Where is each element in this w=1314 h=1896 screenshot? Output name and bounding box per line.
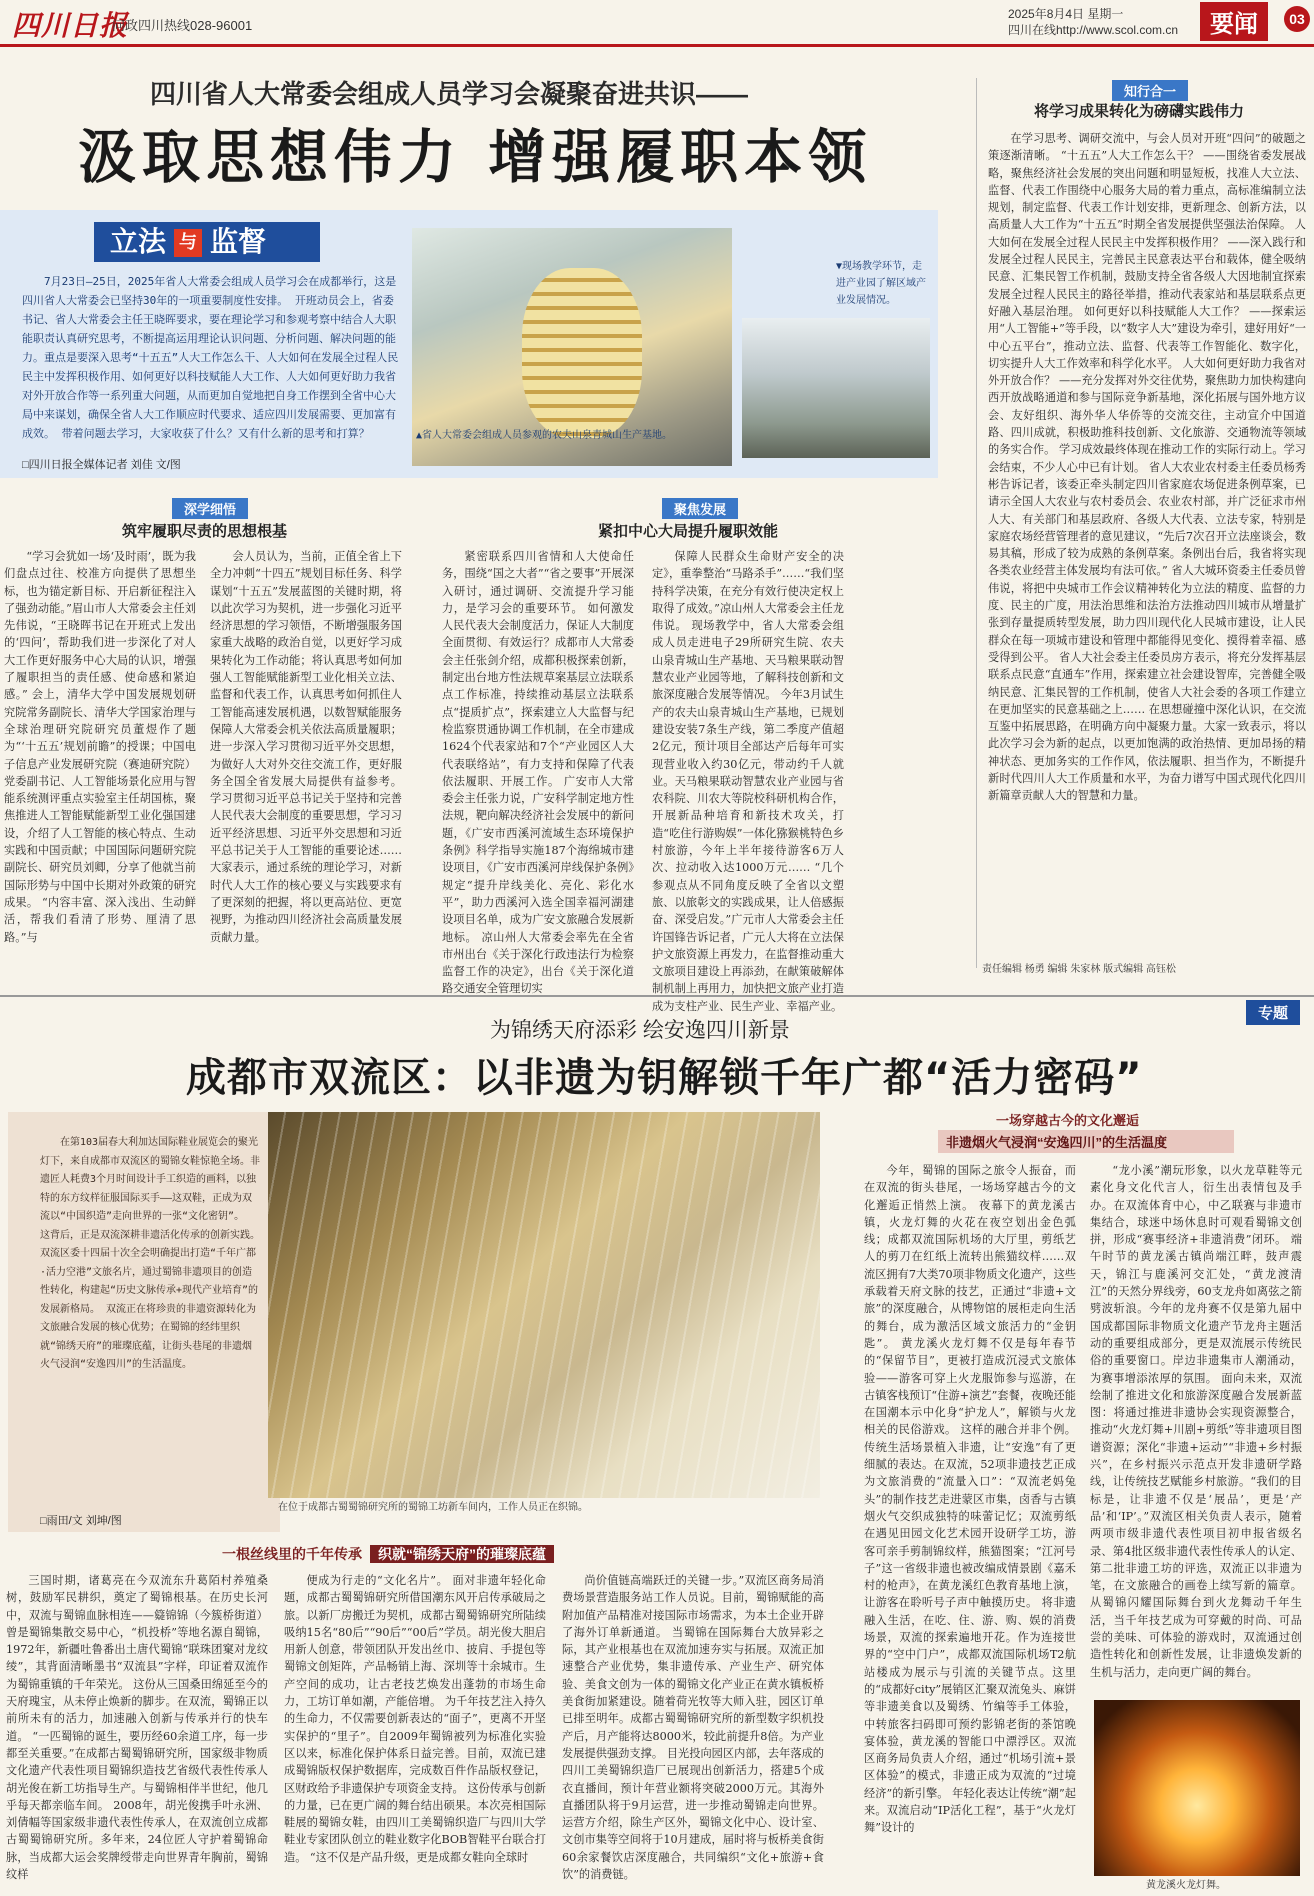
weaving-photo-caption: 在位于成都古蜀蜀锦研究所的蜀锦工坊新车间内，工作人员正在织锦。	[278, 1502, 588, 1513]
article1-title: 筑牢履职尽责的思想根基	[122, 523, 288, 540]
feature-tag: 专题	[1246, 1000, 1300, 1025]
article1-col2: 会人员认为，当前，正值全省上下全力冲刺“十四五”规划目标任务、科学谋划“十五五”发展蓝图的关键时期，将以此次学习为契机，进一步强化习近平经济思想的学习领悟，不断增强服务国家重大战略的政治自觉，以更好学习成果转化为工作动能；将认真思考如何加强人工智能赋能新型工业化相关立法、监督和代表工作，认真思考如何抓住人工智能高速发展机遇，以数智赋能服务保障人大常委会机关依法高质量履职；进一步深入学习贯彻习近平外交思想，为做好人大对外交往交流工作，更好服务全国全省发展大局提供有益参考。 学习贯彻习近平总书记关于坚持和完善人民代表大会制度的重要思想，学习习近平经济思想、习近平外交思想和习近平总书记关于人工智能的重要论述……大家表示，通过系统的理论学习，对新时代人大工作的核心要义与实践要求有了更深刻的把握，将以更高站位、更宽视野，为推动四川经济社会高质量发展贡献力量。	[210, 550, 402, 944]
banner-left: 立法	[110, 225, 167, 258]
feature-col3: 尚价值链高端跃迁的关键一步。”双流区商务局消费场景营造服务站工作人员说。目前，蜀锦赋能的高附加值产品精准对接国际市场需求，为本土企业开辟了海外订单新通道。 当蜀锦在国际舞台大放异彩之际，其产业根基也在双流加速夯实与拓展。双流正加速整合产业优势，集非遗传承、产业生产、研究体验、美食文创为一体的蜀锦文化产业正在黄水镇板桥美食街加紧建设。随着荷光牧等大师入驻，园区订单已排至明年。成都古蜀蜀锦研究所的新型数字织机投产后，月产能将达8000米，较此前提升8倍。为产业发展提供强劲支撑。 目光投向园区内部，去年落成的四川工美蜀锦织造厂已展现出创新活力，搭建5个成衣直播间，预计年营业额将突破2000万元。其海外直播团队将于9月运营，进一步推动蜀锦走向世界。运营方介绍，除生产区外，蜀锦文化中心、设计室、文创市集等空间将于10月建成，届时将与板桥美食街60余家餐饮店深度融合，共同编织“文化+旅游+食饮”的消费链。	[562, 1574, 824, 1882]
tour-photo-caption: ▼现场教学环节，走进产业园了解区域产业发展情况。	[836, 261, 926, 306]
newspaper-logo: 四川日报	[12, 9, 129, 42]
tour-photo	[742, 318, 930, 458]
banner-right: 监督	[210, 225, 267, 258]
article2-tag: 聚焦发展	[662, 498, 738, 519]
top-byline: □四川日报全媒体记者 刘佳 文/图	[22, 459, 181, 471]
article1-tag: 深学细悟	[172, 498, 248, 519]
weaving-photo	[268, 1112, 820, 1498]
article2-title: 紧扣中心大局提升履职效能	[598, 523, 779, 540]
masthead-rule	[0, 44, 1314, 47]
page-number: 03	[1284, 6, 1310, 32]
feature-intro: 在第103届春大利加达国际鞋业展览会的聚光灯下，来自成都市双流区的蜀锦女鞋惊艳全场。非遗匠人耗费3个月时间设计手工织造的画料，以独特的东方纹样征服国际买手——这双鞋，正成为双流以“中国织造”走向世界的一张“文化密钥”。 这背后，正是双流深耕非遗活化传承的创新实践。双流区委十四届十次全会明确提出打造“千年广都·活力空港”文旅名片，通过蜀锦非遗项目的创造性转化，构建起“历史文脉传承+现代产业培育”的发展新格局。 双流正在将珍贵的非遗资源转化为文旅融合发展的核心优势；在蜀锦的经纬里织就“锦绣天府”的璀璨底蕴，让街头巷尾的非遗烟火气浸润“安逸四川”的生活温度。	[40, 1137, 260, 1370]
feature-byline: □雨田/文 刘坤/图	[40, 1515, 122, 1527]
feature-subtitle1-right: 织就“锦绣天府”的璀璨底蕴	[370, 1545, 554, 1563]
top-subheadline: 四川省人大常委会组成人员学习会凝聚奋进共识——	[150, 79, 749, 109]
loom-threads	[268, 1112, 820, 1498]
feature-col5: “龙小溪”潮玩形象，以火龙草鞋等元素化身文化代言人，衍生出表情包及手办。在双流体育中心，中乙联赛与非遗市集结合，球迷中场休息时可观看蜀锦文创拼，形成“赛事经济+非遗消费”闭环。 端午时节的黄龙溪古镇尚端江畔，鼓声震天，锦江与鹿溪河交汇处，“黄龙渡清江”的天然分界线旁，60支龙舟如离弦之箭劈波斩浪。今年的龙舟赛不仅是第九届中国成都国际非物质文化遗产节龙舟主题活动的重要组成部分，更是双流展示传统民俗的重要窗口。岸边非遗集市人潮涌动，为赛事增添浓厚的氛围。 面向未来，双流绘制了推进文化和旅游深度融合发展新蓝图：将通过推进非遗协会实现资源整合，推动“火龙灯舞+川剧+剪纸”等非遗项目图谱资源；深化“非遗+运动”“非遗+乡村振兴”，在乡村振兴示范点开发非遗研学路线，让传统技艺赋能乡村旅游。“我们的目标是，让非遗不仅是‘展品’，更是‘产品’和‘IP’。”双流区相关负责人表示，随着两项市级非遗代表性项目初申报省级名录、第4批区级非遗代表性传承人的认定、第二批非遗工坊的评选，双流正以非遗为笔，在文旅融合的画卷上续写新的篇章。 从蜀锦闪耀国际舞台到火龙舞动千年生活，当千年技艺成为可穿戴的时尚、可品尝的美味、可体验的游戏时，双流通过创造性转化和创新性发展，让非遗焕发新的生机与活力，走向更广阔的舞台。	[1090, 1164, 1302, 1679]
top-headline: 汲取思想伟力 增强履职本领	[78, 123, 873, 191]
issue-date: 2025年8月4日 星期一	[1008, 7, 1124, 21]
dateline	[1008, 6, 1178, 38]
article2-col2: 保障人民群众生命财产安全的决定》，重拳整治“马路杀手”……“我们坚持科学决策，在充分有效行使决定权上取得了成效。”凉山州人大常委会主任龙伟说。 现场教学中，省人大常委会组成人员走进电子29所研究生院、农夫山泉青城山生产基地、天马粮果联动智慧农业产业园等地，了解科技创新和文旅深度融合发展等情况。 今年3月试生产的农夫山泉青城山生产基地，已规划建设安装7条生产线，第二季度产值超2亿元，预计项目全部达产后每年可实现营业收入约30亿元，带动约千人就业。天马粮果联动智慧农业产业园与省农科院、川农大等院校科研机构合作，开展新品种培育和新技术攻关，打造“吃住行游购娱”一体化猕猴桃特色乡村旅游，今年上半年接待游客6万人次、拉动收入达1000万元…… “几个参观点从不同角度反映了全省以文塑旅、以旅彰文的实践成果，让人倍感振奋、深受启发。”广元市人大常委会主任许国锋告诉记者，广元人大将在立法保护文旅资源上再发力，在监督推动重大文旅项目建设上再添劲，在献策破解体制机制上再用力，加快把文旅产业打造成为支柱产业、民生产业、幸福产业。	[652, 550, 844, 1013]
feature-subtitle2-main: 非遗烟火气浸润“安逸四川”的生活温度	[938, 1130, 1234, 1153]
masthead	[0, 0, 1314, 44]
feature-col1: 三国时期，诸葛亮在今双流东升葛陌村养殖桑树，鼓励军民耕织，奠定了蜀锦根基。在历史长河中，双流与蜀锦血脉相连——籎锦锦（今簇桥街道）曾是蜀锦集散交易中心，“机投桥”等地名源自蜀锦，1972年，新疆吐鲁番出土唐代蜀锦“联珠团窠对龙纹绫”，其背面清晰墨书“双流县”字样，印证着双流作为蜀锦重镇的千年荣光。 这份从三国桑田绵延至今的天府瑰宝，从未停止焕新的脚步。在双流，蜀锦正以前所未有的活力，加速融入创新与传承并行的快车道。 “一匹蜀锦的诞生，要历经60余道工序，每一步都至关重要。”在成都古蜀蜀锦研究所，国家级非物质文化遗产代表性项目蜀锦织造技艺省级代表性传承人胡光俊在新工坊指导生产。与蜀锦相伴半世纪，他几乎每天都亲临车间。 2008年，胡光俊携手叶永洲、刘倩幅等国家级非遗代表性传承人，在双流创立成都古蜀蜀锦研究所。多年来，24位匠人守护着蜀锦命脉，当成都大运会奖牌绶带走向世界青年胸前，蜀锦纹样	[6, 1574, 268, 1882]
article2-col1: 紧密联系四川省情和人大使命任务，围绕“国之大者”“省之要事”开展深入研讨，通过调研、交流提升学习能力，是学习会的重要环节。 如何激发人民代表大会制度活力，保证人大制度全面贯彻、有效运行？成都市人大常委会主任张剑介绍，成都积极探索创新，制定出台地方性法规草案基层立法联系点工作标准，持续推动基层立法联系点“提质扩点”，探索建立人大监督与纪检监察贯通协调工作机制，在全市建成1624个代表家站和7个“产业园区人大代表联络站”，有力支持和保障了代表依法履职、开展工作。 广安市人大常委会主任张力说，广安科学制定地方性法规，靶向解决经济社会发展中的新问题，《广安市西溪河流域生态环境保护条例》科学指导实施187个海绵城市建设项目，《广安市西溪河岸线保护条例》规定“提升岸线美化、亮化、彩化水平”，助力西溪河入选全国幸福河湖建设项目名单，成为广安文旅融合发展新地标。 凉山州人大常委会率先在全省市州出台《关于深化行政违法行为检察监督工作的决定》，出台《关于深化道路交通安全管理切实	[442, 550, 634, 996]
feature-subtitle2-top: 一场穿越古今的文化邂逅	[996, 1113, 1140, 1128]
banner-amp: 与	[174, 229, 202, 257]
editors-credit: 责任编辑 杨勇 编辑 朱家林 版式编辑 高钰松	[982, 964, 1176, 975]
feature-headline: 成都市双流区：以非遗为钥解锁千年广都“活力密码”	[186, 1055, 1143, 1101]
factory-photo-caption: ▲省人大常委会组成人员参观的农夫山泉青城山生产基地。	[416, 430, 673, 441]
fire-dragon-photo	[1094, 1700, 1300, 1876]
fire-dragon-caption: 黄龙溪火龙灯舞。	[1146, 1880, 1226, 1891]
article3-body: 在学习思考、调研交流中，与会人员对开班“四问”的破题之策逐渐清晰。 “十五五”人大工作怎么干？ ——围绕省委发展战略，聚焦经济社会发展的突出问题和明显短板，找准人大立法、监督、代表工作围绕中心服务大局的着力重点，高标准编制立法规划，制定监督、代表工作计划安排，更新理念、创新方法，以高质量人大工作为“十五五”时期全省发展提供坚强法治保障。 人大如何在发展全过程人民民主中发挥积极作用？ ——深入践行和发展全过程人民民主，完善民主民意表达平台和载体，健全吸纳民意、汇集民智工作机制，鼓励支持全省各级人大因地制宜探索发展全过程人民民主的路径举措，推动代表家站和基层联系点更好融入基层治理。 如何更好以科技赋能人大工作？ ——探索运用“人工智能+”等手段，以“数字人大”建设为牵引，建好用好“一中心五平台”，推动立法、监督、代表等工作智能化、数字化，切实提升人大工作效率和科学化水平。 人大如何更好助力我省对外开放合作？ ——充分发挥对外交往优势，聚焦助力加快构建向西开放战略通道和参与国际竞争新基地，深化拓展与国外地方议会、友好组织、海外华人华侨等的交流交往，主动宣介中国道路、四川成就，积极助推科技创新、文化旅游、交通物流等领域的务实合作。 学习成效最终体现在推动工作的实际行动上。学习会结束，不少人心中已有计划。 省人大农业农村委主任委员杨秀彬告诉记者，该委正牵头制定四川省家庭农场促进条例草案，已请示全国人大农业与农村委员会、农业农村部，并广泛征求市州人大、有关部门和基层政府、各级人大代表、立法专家，特别是家庭农场经营管理者的意见建议，“先后7次召开立法座谈会，数易其稿，形成了较为成熟的条例草案。条例出台后，我省将实现各类农业经营主体发展均有法可依。” 省人大城环资委主任委员曾伟说，将把中央城市工作会议精神转化为立法的精度、监督的力度、民主的广度，用法治思维和法治方法推动四川城市从增量扩张到存量提质转型发展，助力四川现代化人民城市建设，让人民群众在每一项城市建设和管理中都能得见变化、摸得着幸福、感受得到公平。 省人大社会委主任委员房方表示，将充分发挥基层联系点民意“直通车”作用，探索建立社会建设智库，完善健全吸纳民意、汇集民智的工作机制，使省人大社会委的各项工作建立在更加坚实的民意基础之上…… 在思想碰撞中深化认识，在交流互鉴中拓展思路，在明确方向中凝聚力量。大家一致表示，将以此次学习会为新的起点，以更加饱满的政治热情、更加昂扬的精神状态、更加务实的工作作风，依法履职、担当作为，不断提升新时代四川人大工作质量和水平，为奋力谱写中国式现代化四川新篇章贡献人大的智慧和力量。	[988, 132, 1306, 803]
top-intro: 7月23日—25日，2025年省人大常委会组成人员学习会在成都举行，这是四川省人大常委会已坚持30年的一项重要制度性安排。 开班动员会上，省委书记、省人大常委会主任王晓晖要求，要在理论学习和参观考察中结合人大职能职责认真研究思考，不断提高运用理论认识问题、分析问题、解决问题的能力。重点是要深入思考“十五五”人大工作怎么干、人大如何在发展全过程人民民主中发挥积极作用、如何更好以科技赋能人大工作、人大如何更好助力我省对外开放合作等一系列重大问题，从而更加自觉地把自身工作摆到全省中心大局中来谋划，确保全省人大工作顺应时代要求、适应四川发展需要、更加富有成效。 带着问题去学习，大家收获了什么？又有什么新的思考和打算？	[22, 275, 399, 440]
feature-subtitle1-left: 一根丝线里的千年传承	[222, 1546, 362, 1562]
feature-subheadline: 为锦绣天府添彩 绘安逸四川新景	[490, 1019, 790, 1042]
article3-title: 将学习成果转化为磅礴实践伟力	[1034, 103, 1245, 120]
article1-col1: “学习会犹如一场‘及时雨’，既为我们盘点过往、校准方向提供了思想坐标，也为锚定新目标、开启新征程注入了强劲动能。”眉山市人大常委会主任刘先伟说，“王晓晖书记在开班式上发出的‘四问’，帮助我们进一步深化了对人大工作更好服务中心大局的认识，增强了履职担当的责任感、使命感和紧迫感。” 会上，清华大学中国发展规划研究院常务副院长、清华大学国家治理与全球治理研究院研究员董煜作了题为“‘十五五’规划前瞻”的授课；中国电子信息产业发展研究院（赛迪研究院）党委副书记、人工智能场景化应用与智能系统测评重点实验室主任胡国栋，聚焦推进人工智能赋能新型工业化强国建设，介绍了人工智能的核心特点、生动实践和中国贡献；中国国际问题研究院副院长、研究员刘卿，分享了他就当前国际形势与中国中长期对外政策的研究成果。 “内容丰富、深入浅出、生动鲜活，帮我们看清了形势、厘清了思路。”与	[4, 550, 196, 944]
hotline-text: 问政四川热线028-96001	[112, 18, 253, 33]
column-divider	[976, 78, 977, 968]
feature-col4: 今年，蜀锦的国际之旅令人振奋，而在双流的街头巷尾，一场场穿越古今的文化邂逅正悄然上演。 夜幕下的黄龙溪古镇，火龙灯舞的火花在夜空划出金色弧线；成都双流国际机场的大厅里，剪纸艺人的剪刀在红纸上流转出熊猫纹样……双流区拥有7大类70项非物质文化遗产，这些承载着天府文脉的技艺，正通过“非遗+文旅”的深度融合，从博物馆的展柜走向生活的舞台，成为激活区域文旅活力的“金钥匙”。 黄龙溪火龙灯舞不仅是每年春节的“保留节目”，更被打造成沉浸式文旅体验——游客可穿上火龙服饰参与巡游，在古镇客栈预订“住游+演艺”套餐，夜晚还能在国潮本示中化身“护龙人”，解锁与火龙相关的民俗游戏。 这样的融合并非个例。传统生活场景植入非遗，让“安逸”有了更细腻的表达。在双流，52项非遗技艺正成为文旅消费的“流量入口”：“双流老妈兔头”的制作技艺走进蒙区市集，卤香与古镇烟火气交织成独特的味蕾记忆；双流剪纸在遇见田园文化艺术园开设研学工坊，游客可亲手剪制锦纹样，熊猫图案；“江河号子”这一省级非遗也被改编成情景剧《嘉禾村的枪声》，在黄龙溪红色教育基地上演，让游客在聆听号子声中触摸历史。 将非遗融入生活，在吃、住、游、购、娱的消费场景，双流的探索遍地开花。作为连接世界的“空中门户”，成都双流国际机场T2航站楼成为展示与引流的关键节点。这里的“成都好city”展销区汇聚双流兔头、麻饼等非遗美食以及蜀绣、竹编等手工体验，中转旅客扫码即可预约影锦老街的茶馆晚宴体验，黄龙溪的智能口中漂浮区。双流区商务局负责人介绍，通过“机场引流+景区体验”的模式，非遗正成为双流的“过境经济”的新引擎。 年轻化表达让传统“潮”起来。双流启动“IP活化工程”，基于“火龙灯舞”设计的	[864, 1164, 1076, 1835]
feature-subtitle1	[222, 1544, 554, 1564]
section-label: 要闻	[1200, 2, 1268, 41]
bottle-conveyor	[522, 268, 642, 438]
feature-col2: 便成为行走的“文化名片”。 面对非遗年轻化命题，成都古蜀蜀锦研究所借国潮东风开启传承破局之旅。以新厂房搬迁为契机，成都古蜀蜀锦研究所陆续吸纳15名“80后”“90后”“00后”学员。胡光俊大胆启用新人创意，带领团队开发出丝巾、披肩、手提包等蜀锦文创矩阵，产品畅销上海、深圳等十余城市。生产空间的成功，让古老技艺焕发出蓬勃的市场生命力，工坊订单如潮，产能倍增。 为千年技艺注入持久的生命力，不仅需要创新表达的“面子”，更离不开坚实保护的“里子”。自2009年蜀锦被列为标准化实验区以来，标准化保护体系日益完善。目前，双流已建成蜀锦版权保护数据库，完成数百件作品版权登记，区财政给予非遗保护专项资金支持。 这份传承与创新的力量，已在更广阔的舞台结出硕果。本次亮相国际鞋展的蜀锦女鞋，由四川工美蜀锦织造厂与四川大学鞋业专家团队创立的鞋业数字化BOB智鞋平台联合打造。 “这不仅是产品升级，更是成都女鞋向全球时	[284, 1574, 546, 1864]
website-link[interactable]: 四川在线http://www.scol.com.cn	[1008, 23, 1179, 37]
section-divider	[0, 995, 1314, 997]
column-banner	[94, 222, 320, 262]
article3-tag: 知行合一	[1112, 80, 1188, 101]
